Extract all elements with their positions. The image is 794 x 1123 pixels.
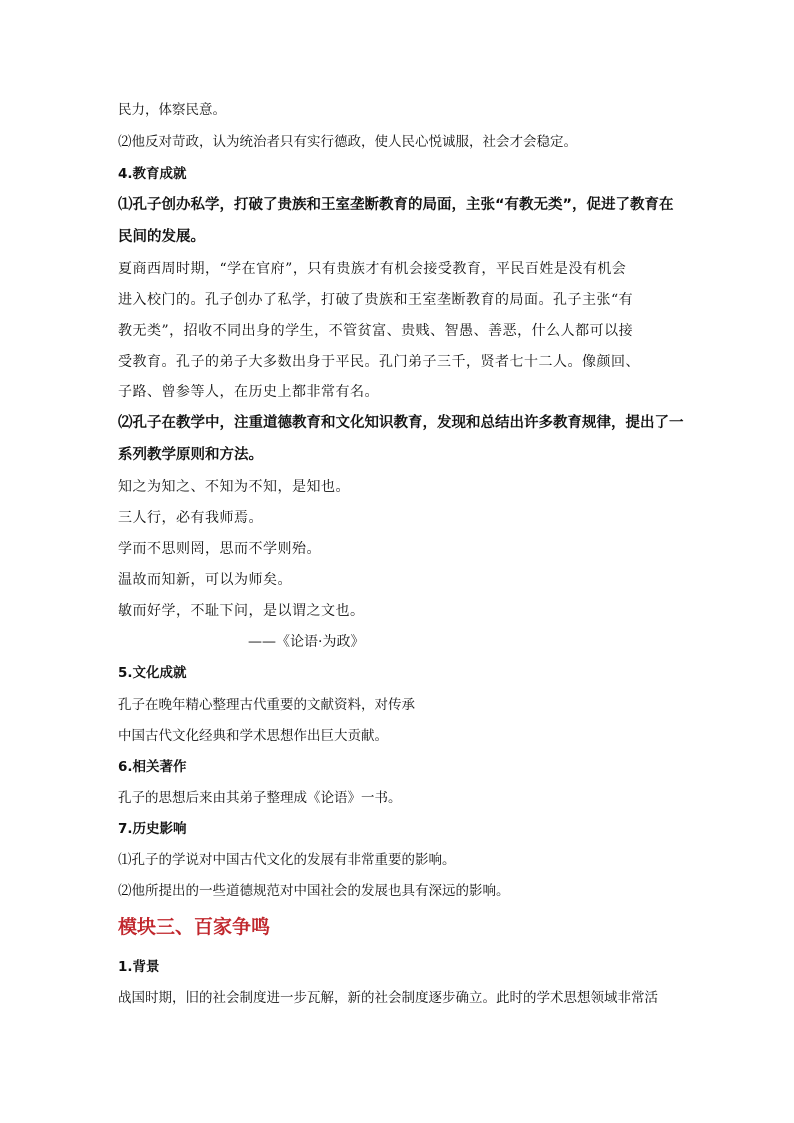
quote-paragraph-line: 夏商西周时期，“学在官府”，只有贵族才有机会接受教育，平民百姓是没有机会 bbox=[118, 261, 627, 277]
module-title: 模块三、百家争鸣 bbox=[118, 916, 271, 938]
analects-quote: 三人行，必有我师焉。 bbox=[118, 510, 263, 526]
section-heading: 6.相关著作 bbox=[118, 759, 187, 775]
analects-quote: 知之为知之、不知为不知，是知也。 bbox=[118, 479, 350, 495]
quote-paragraph-line: 进入校门的。孔子创办了私学，打破了贵族和王室垄断教育的局面。孔子主张“有 bbox=[118, 292, 634, 308]
paragraph-line: 孔子的思想后来由其弟子整理成《论语》一书。 bbox=[118, 790, 402, 806]
paragraph-line: 中国古代文化经典和学术思想作出巨大贡献。 bbox=[118, 728, 388, 744]
bold-paragraph-line: 民间的发展。 bbox=[118, 229, 205, 245]
quote-paragraph-line: 受教育。孔子的弟子大多数出身于平民。孔门弟子三千，贤者七十二人。像颜回、 bbox=[118, 354, 640, 370]
paragraph-line: 民力，体察民意。 bbox=[118, 102, 226, 118]
bold-paragraph-line: ⑵孔子在教学中，注重道德教育和文化知识教育，发现和总结出许多教育规律，提出了一 bbox=[118, 415, 684, 431]
analects-quote: 温故而知新，可以为师矣。 bbox=[118, 572, 292, 588]
section-heading: 7.历史影响 bbox=[118, 821, 187, 837]
quote-citation: ——《论语·为政》 bbox=[248, 634, 365, 650]
paragraph-line: 孔子在晚年精心整理古代重要的文献资料，对传承 bbox=[118, 697, 415, 713]
paragraph-line: ⑵他反对苛政，认为统治者只有实行德政，使人民心悦诚服，社会才会稳定。 bbox=[118, 134, 577, 150]
bold-paragraph-line: 系列教学原则和方法。 bbox=[118, 447, 263, 463]
paragraph-line: 战国时期，旧的社会制度进一步瓦解，新的社会制度逐步确立。此时的学术思想领域非常活 bbox=[118, 990, 658, 1006]
section-heading: 4.教育成就 bbox=[118, 166, 187, 182]
paragraph-line: ⑴孔子的学说对中国古代文化的发展有非常重要的影响。 bbox=[118, 852, 456, 868]
paragraph-line: ⑵他所提出的一些道德规范对中国社会的发展也具有深远的影响。 bbox=[118, 883, 510, 899]
quote-paragraph-line: 子路、曾参等人，在历史上都非常有名。 bbox=[118, 384, 379, 400]
analects-quote: 学而不思则罔，思而不学则殆。 bbox=[118, 541, 321, 557]
analects-quote: 敏而好学，不耻下问，是以谓之文也。 bbox=[118, 603, 365, 619]
section-heading: 5.文化成就 bbox=[118, 665, 187, 681]
quote-paragraph-line: 教无类”，招收不同出身的学生，不管贫富、贵贱、智愚、善恶，什么人都可以接 bbox=[118, 323, 634, 339]
section-heading: 1.背景 bbox=[118, 959, 160, 975]
bold-paragraph-line: ⑴孔子创办私学，打破了贵族和王室垄断教育的局面，主张“有教无类”，促进了教育在 bbox=[118, 197, 674, 213]
